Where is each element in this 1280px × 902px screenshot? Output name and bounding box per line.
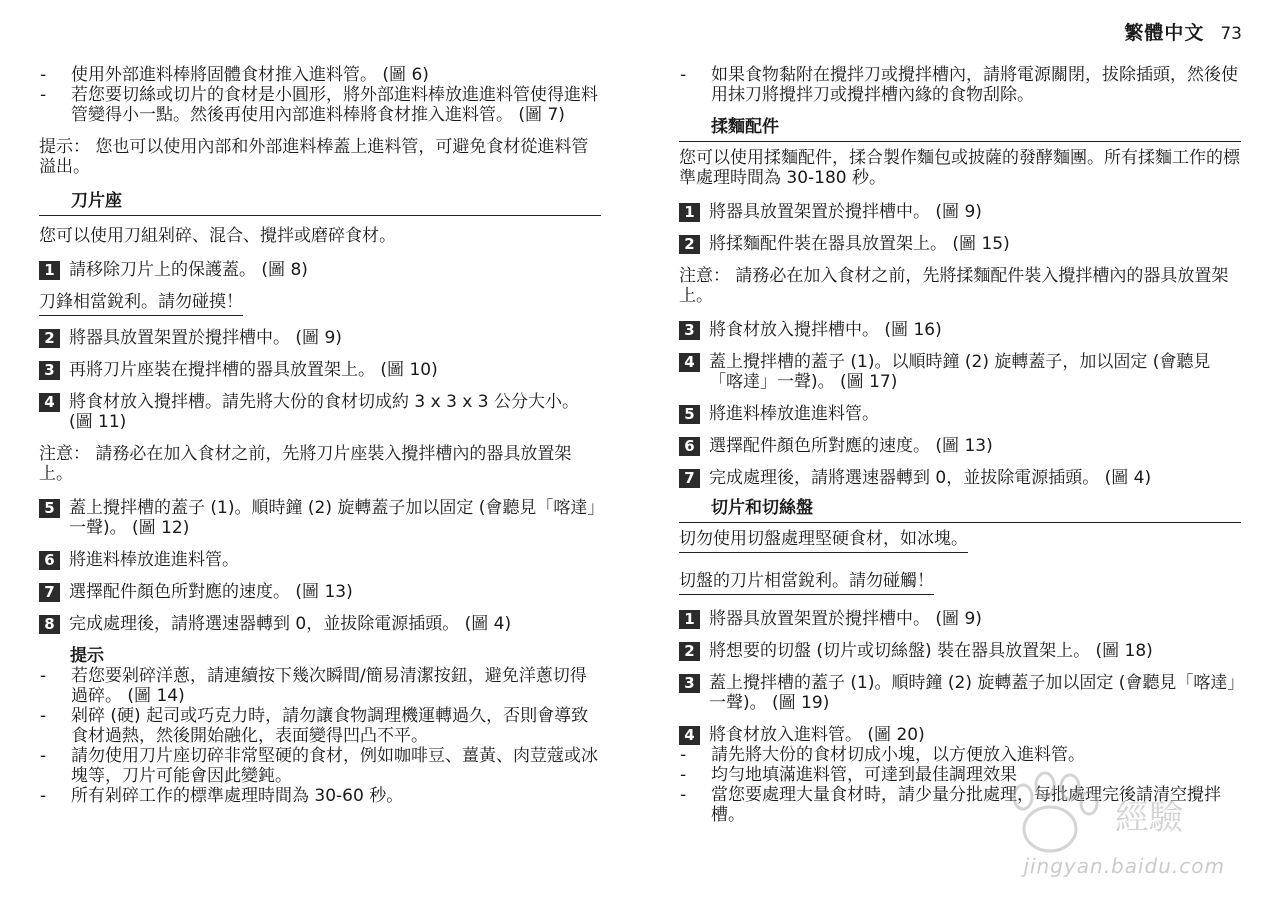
step-item: 2 將揉麵配件裝在器具放置架上。 (圖 15)	[679, 234, 1241, 254]
list-item: - 請先將大份的食材切成小塊，以方便放入進料管。	[680, 745, 1085, 765]
watermark-url: jingyan.baidu.com	[1023, 854, 1225, 878]
list-item: - 如果食物黏附在攪拌刀或攪拌槽內，請將電源關閉，拔除插頭，然後使用抹刀將攪拌刀或攪拌槽內緣的食物刮除。	[680, 65, 1238, 105]
section-description: 您可以使用揉麵配件，揉合製作麵包或披薩的發酵麵團。所有揉麵工作的標準處理時間為 30-180 秒。	[679, 148, 1240, 188]
section-title-disc: 切片和切絲盤	[679, 498, 1241, 523]
step-item: 7 選擇配件顏色所對應的速度。 (圖 13)	[39, 582, 601, 602]
tip-text: 提示： 您也可以使用內部和外部進料棒蓋上進料管，可避免食材從進料管溢出。	[39, 137, 589, 177]
language-label: 繁體中文	[1124, 22, 1205, 44]
step-item: 7 完成處理後，請將選速器轉到 0，並拔除電源插頭。 (圖 4)	[679, 468, 1241, 488]
step-item: 5 蓋上攪拌槽的蓋子 (1)。順時鐘 (2) 旋轉蓋子加以固定 (會聽見「喀達」一聲)。 (圖 12)	[39, 498, 601, 538]
list-item: - 請勿使用刀片座切碎非常堅硬的食材，例如咖啡豆、薑黃、肉荳蔻或冰塊等，刀片可能會因此變鈍。	[40, 746, 598, 786]
step-item: 4 蓋上攪拌槽的蓋子 (1)。以順時鐘 (2) 旋轉蓋子，加以固定 (會聽見「喀達」一聲)。 (圖 17)	[679, 352, 1241, 392]
section-description: 您可以使用刀組剁碎、混合、攪拌或磨碎食材。	[39, 226, 396, 246]
page-number: 73	[1220, 24, 1242, 44]
tips-title: 提示	[70, 646, 104, 666]
note-text: 注意： 請務必在加入食材之前，先將揉麵配件裝入攪拌槽內的器具放置架上。	[679, 266, 1229, 306]
warning-text: 刀鋒相當銳利。請勿碰摸！	[39, 292, 243, 316]
list-item: - 當您要處理大量食材時，請少量分批處理，每批處理完後請清空攪拌槽。	[680, 785, 1221, 825]
list-item: - 剁碎 (硬) 起司或巧克力時，請勿讓食物調理機運轉過久，否則會導致食材過熱，然後開始融化，表面變得凹凸不平。	[40, 706, 589, 746]
step-item: 2 將想要的切盤 (切片或切絲盤) 裝在器具放置架上。 (圖 18)	[679, 641, 1241, 661]
warning-text: 切勿使用切盤處理堅硬食材，如冰塊。	[679, 529, 968, 553]
step-item: 8 完成處理後，請將選速器轉到 0，並拔除電源插頭。 (圖 4)	[39, 614, 601, 634]
warning-text: 切盤的刀片相當銳利。請勿碰觸！	[679, 571, 934, 595]
section-title-dough: 揉麵配件	[679, 117, 1241, 142]
right-column	[679, 65, 1241, 825]
list-item: - 若您要切絲或切片的食材是小圓形，將外部進料棒放進進料管使得進料管變得小一點。然後再使用內部進料棒將食材推入進料管。 (圖 7)	[40, 85, 598, 125]
step-item: 3 蓋上攪拌槽的蓋子 (1)。順時鐘 (2) 旋轉蓋子加以固定 (會聽見「喀達」一聲)。 (圖 19)	[679, 673, 1241, 713]
note-text: 注意： 請務必在加入食材之前，先將刀片座裝入攪拌槽內的器具放置架上。	[39, 444, 572, 484]
step-item: 1 請移除刀片上的保護蓋。 (圖 8)	[39, 260, 601, 280]
step-item: 1 將器具放置架置於攪拌槽中。 (圖 9)	[679, 202, 1241, 222]
step-item: 6 選擇配件顏色所對應的速度。 (圖 13)	[679, 436, 1241, 456]
step-item: 3 再將刀片座裝在攪拌槽的器具放置架上。 (圖 10)	[39, 360, 601, 380]
step-item: 6 將進料棒放進進料管。	[39, 550, 601, 570]
left-column	[39, 65, 601, 806]
step-item: 3 將食材放入攪拌槽中。 (圖 16)	[679, 320, 1241, 340]
step-number: 1	[39, 261, 60, 280]
section-title-blade: 刀片座	[39, 191, 601, 216]
list-item: - 所有剁碎工作的標準處理時間為 30-60 秒。	[40, 786, 404, 806]
step-item: 1 將器具放置架置於攪拌槽中。 (圖 9)	[679, 609, 1241, 629]
step-item: 4 將食材放入攪拌槽。請先將大份的食材切成約 3 x 3 x 3 公分大小。 (圖 11)	[39, 392, 601, 432]
step-item: 4 將食材放入進料管。 (圖 20)	[679, 725, 1241, 745]
step-item: 2 將器具放置架置於攪拌槽中。 (圖 9)	[39, 328, 601, 348]
watermark-word: 經驗	[1115, 798, 1183, 838]
list-item: - 若您要剁碎洋蔥，請連續按下幾次瞬間/簡易清潔按鈕，避免洋蔥切得過碎。 (圖 14)	[40, 666, 587, 706]
list-item: - 均勻地填滿進料管，可達到最佳調理效果	[680, 765, 1017, 785]
step-item: 5 將進料棒放進進料管。	[679, 404, 1241, 424]
page-header	[1124, 23, 1242, 44]
list-item: - 使用外部進料棒將固體食材推入進料管。 (圖 6)	[40, 65, 429, 85]
